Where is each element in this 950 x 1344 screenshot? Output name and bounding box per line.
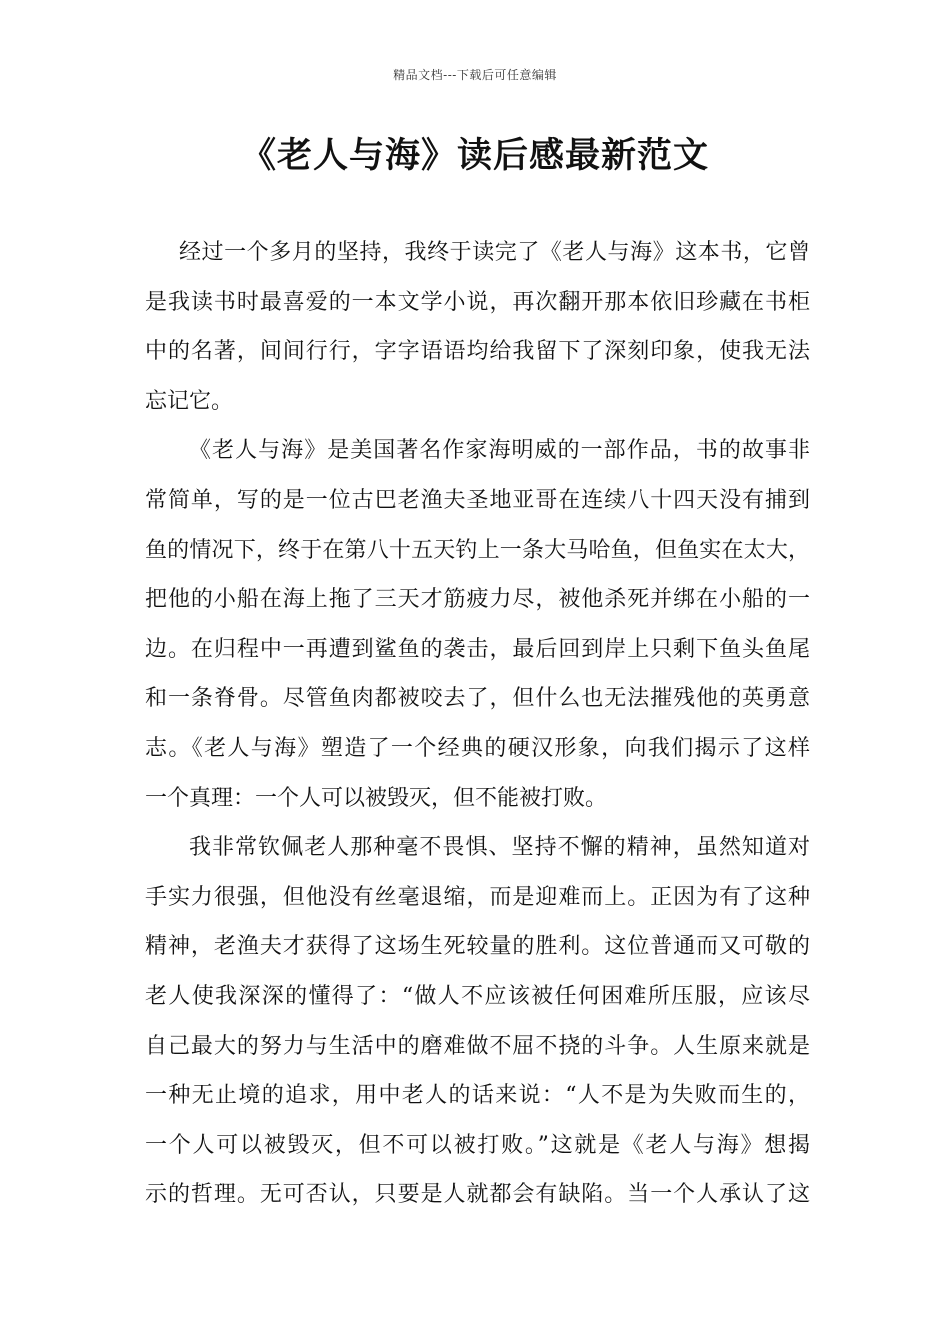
text-line: 中的名著，间间行行，字字语语均给我留下了深刻印象，使我无法 [145, 339, 810, 365]
text-line: 一个人可以被毁灭，但不可以被打败。”这就是《老人与海》想揭 [145, 1132, 810, 1158]
text-line: 常简单，写的是一位古巴老渔夫圣地亚哥在连续八十四天没有捕到 [145, 487, 810, 513]
text-line: 和一条脊骨。尽管鱼肉都被咬去了，但什么也无法摧残他的英勇意 [145, 686, 810, 712]
paragraph-1 [145, 228, 810, 426]
page-header: 精品文档---下载后可任意编辑 [393, 68, 557, 82]
text-line: 忘记它。 [145, 388, 234, 414]
text-line: 把他的小船在海上拖了三天才筋疲力尽，被他杀死并绑在小船的一 [145, 587, 810, 613]
document-title: 《老人与海》读后感最新范文 [240, 135, 709, 176]
text-line: 一个真理：一个人可以被毁灭，但不能被打败。 [145, 785, 608, 811]
text-line: 我非常钦佩老人那种毫不畏惧、坚持不懈的精神，虽然知道对 [189, 835, 810, 861]
text-line: 老人使我深深的懂得了：“做人不应该被任何困难所压服，应该尽 [145, 983, 810, 1009]
text-line: 精神，老渔夫才获得了这场生死较量的胜利。这位普通而又可敬的 [145, 934, 810, 960]
text-line: 一种无止境的追求，用中老人的话来说：“人不是为失败而生的， [145, 1083, 810, 1109]
paragraph-2 [145, 426, 810, 823]
text-line: 是我读书时最喜爱的一本文学小说，再次翻开那本依旧珍藏在书柜 [145, 289, 810, 315]
text-line: 鱼的情况下，终于在第八十五天钓上一条大马哈鱼，但鱼实在太大， [145, 537, 810, 563]
text-line: 《老人与海》是美国著名作家海明威的一部作品，书的故事非 [189, 438, 810, 464]
text-line: 自己最大的努力与生活中的磨难做不屈不挠的斗争。人生原来就是 [145, 1033, 810, 1059]
text-line: 经过一个多月的坚持，我终于读完了《老人与海》这本书，它曾 [179, 240, 810, 265]
text-line: 手实力很强，但他没有丝毫退缩，而是迎难而上。正因为有了这种 [145, 884, 810, 910]
document-body [145, 228, 810, 1220]
paragraph-3 [145, 823, 810, 1220]
text-line: 志。《老人与海》塑造了一个经典的硬汉形象，向我们揭示了这样 [145, 735, 810, 761]
text-line: 边。在归程中一再遭到鲨鱼的袭击，最后回到岸上只剩下鱼头鱼尾 [145, 636, 810, 662]
text-line: 示的哲理。无可否认，只要是人就都会有缺陷。当一个人承认了这 [145, 1182, 810, 1208]
